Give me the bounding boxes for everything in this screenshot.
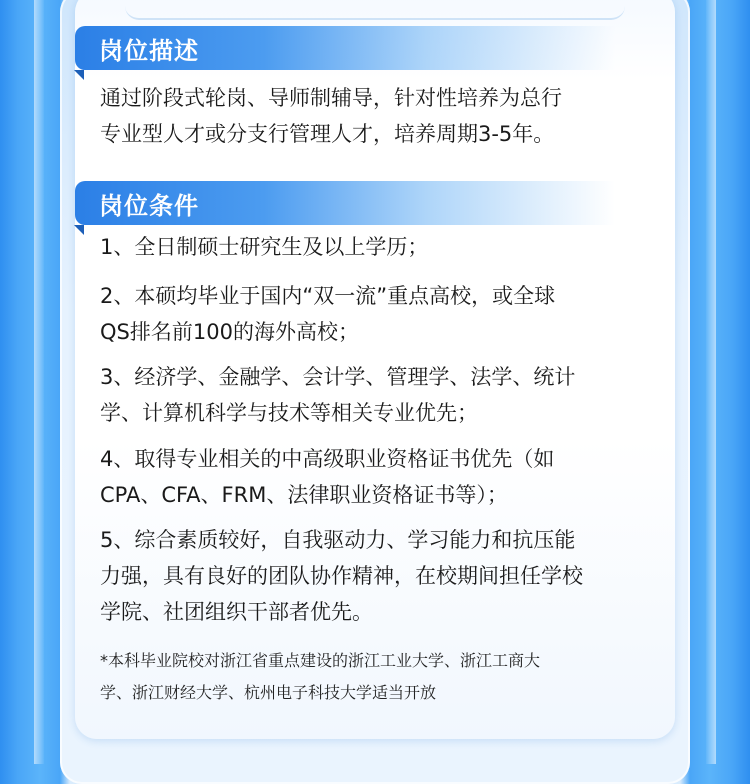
requirement-line: 4、取得专业相关的中高级职业资格证书优先（如 — [100, 447, 555, 471]
requirement-item-2 — [100, 278, 670, 350]
section-title-requirements: 岗位条件 — [99, 192, 199, 220]
requirement-line: 2、本硕均毕业于国内“双一流”重点高校，或全球 — [100, 284, 556, 308]
header-notch — [74, 70, 84, 80]
section-header-description — [75, 26, 615, 70]
requirement-line: QS排名前100的海外高校； — [100, 320, 359, 344]
requirement-line: 3、经济学、金融学、会计学、管理学、法学、统计 — [100, 365, 576, 389]
section-header-requirements — [75, 181, 615, 225]
section-title-description: 岗位描述 — [99, 37, 199, 65]
description-text — [100, 80, 670, 152]
footnote-line: 学、浙江财经大学、杭州电子科技大学适当开放 — [100, 683, 437, 702]
top-divider — [125, 0, 625, 20]
requirement-item-5 — [100, 522, 670, 630]
footnote-line: *本科毕业院校对浙江省重点建设的浙江工业大学、浙江工商大 — [100, 651, 541, 670]
requirement-line: 5、综合素质较好，自我驱动力、学习能力和抗压能 — [100, 528, 576, 552]
requirement-item-3 — [100, 359, 670, 431]
requirement-line: 学院、社团组织干部者优先。 — [100, 600, 373, 624]
footnote — [100, 645, 670, 709]
right-border-stripe — [706, 0, 716, 764]
requirement-item-4 — [100, 441, 670, 513]
requirement-line: 力强，具有良好的团队协作精神，在校期间担任学校 — [100, 564, 583, 588]
description-line: 通过阶段式轮岗、导师制辅导，针对性培养为总行 — [100, 86, 562, 110]
requirement-line: 学、计算机科学与技术等相关专业优先； — [100, 401, 478, 425]
description-line: 专业型人才或分支行管理人才，培养周期3-5年。 — [100, 122, 555, 146]
requirement-line: CPA、CFA、FRM、法律职业资格证书等）； — [100, 483, 508, 507]
header-notch — [74, 225, 84, 235]
left-border-stripe — [34, 0, 44, 764]
requirement-item-1 — [100, 229, 670, 265]
requirement-line: 1、全日制硕士研究生及以上学历； — [100, 235, 429, 259]
